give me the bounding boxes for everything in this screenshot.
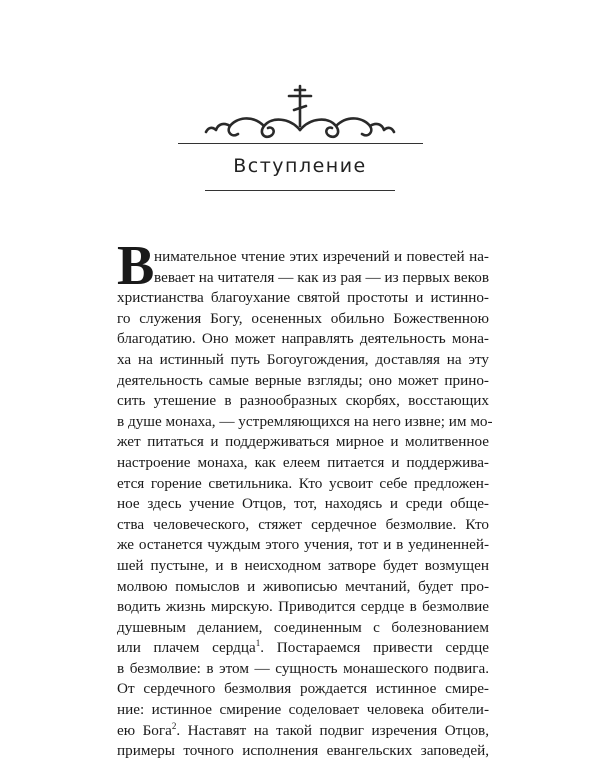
- text-line: [117, 535, 489, 556]
- text-line: [117, 350, 489, 371]
- text-line: [117, 309, 489, 330]
- cross-ornament-icon: [200, 80, 400, 142]
- text-line: [117, 638, 489, 659]
- text-line-content: благодатию. Оно может направлять деятельность мона-: [117, 330, 489, 348]
- text-line: [117, 288, 489, 309]
- text-line: [117, 597, 489, 618]
- text-line: [117, 268, 489, 289]
- text-line: [117, 371, 489, 392]
- text-line: [117, 741, 489, 762]
- header-rule-top: [178, 143, 423, 144]
- text-line: [117, 700, 489, 721]
- text-line-content: . Наставят на такой подвиг изречения Отцов,: [176, 721, 490, 739]
- text-line-content: водить жизнь мирскую. Приводится сердце в безмолвие: [117, 598, 489, 616]
- text-line: [117, 556, 489, 577]
- text-line: [117, 618, 489, 639]
- text-line-content: . Постараемся привести сердце: [260, 639, 490, 657]
- text-line-content: христианства благоухание святой простоты и истинно-: [117, 289, 489, 307]
- text-line-content: От сердечного безмолвия рождается истинное смире-: [117, 680, 489, 698]
- text-line: [117, 659, 489, 680]
- chapter-title: Вступление: [233, 155, 367, 177]
- footnote-marker[interactable]: 2: [171, 720, 177, 731]
- text-line-content: ется горение светильника. Кто усвоит себе предложен-: [117, 474, 489, 492]
- text-line-content: деятельность самые верные взгляды; оно может прино-: [117, 371, 489, 389]
- header-rule-bottom: [205, 190, 395, 191]
- text-line-content: вевает на читателя — как из рая — из первых веков: [154, 268, 489, 286]
- text-line-content: шей пустыне, и в неисходном затворе будет возмущен: [117, 556, 489, 574]
- text-line: [117, 474, 489, 495]
- text-line: [117, 679, 489, 700]
- text-line: [117, 412, 493, 433]
- text-line: [117, 515, 489, 536]
- text-line-content: сить утешение в разнообразных скорбях, восстающих: [117, 392, 489, 410]
- body-text: [117, 247, 493, 762]
- text-line: [117, 247, 489, 268]
- text-line-content: жет питаться и поддерживаться мирное и молитвенное: [117, 433, 489, 451]
- drop-cap: В: [117, 235, 155, 297]
- text-line-content: ства человеческого, стяжет сердечное безмолвие. Кто: [117, 515, 489, 533]
- text-line-content: ное здесь учение Отцов, тот, находясь и среди обще-: [117, 495, 489, 513]
- text-line-content: примеры точного исполнения евангельских заповедей,: [117, 742, 489, 760]
- text-line-content: настроение монаха, как елеем питается и поддержива-: [117, 453, 489, 471]
- text-line: [117, 432, 489, 453]
- text-line: [117, 494, 489, 515]
- text-line-content: или плачем сердца: [117, 639, 256, 657]
- text-line: [117, 391, 489, 412]
- text-line: [117, 721, 489, 742]
- text-line: [117, 453, 489, 474]
- text-line-content: ние: истинное смирение соделовает человека обители-: [117, 701, 489, 719]
- text-line-content: ха на истинный путь Богоугождения, доставляя на эту: [117, 350, 489, 368]
- footnote-marker[interactable]: 1: [255, 638, 261, 649]
- text-line-content: же останется чуждым этого учения, тот и в уединенней-: [117, 536, 489, 554]
- text-line-content: душевным деланием, соединенным с болезнованием: [117, 618, 489, 636]
- text-line: [117, 329, 489, 350]
- text-line-content: нимательное чтение этих изречений и повестей на-: [154, 248, 489, 265]
- text-line-content: ею Бога: [117, 721, 172, 739]
- text-line-content: в душе монаха, — устремляющихся на него извне; им мо-: [117, 412, 493, 430]
- text-line: [117, 577, 489, 598]
- text-line-content: го служения Богу, осененных обильно Божественною: [117, 309, 489, 327]
- text-line-content: молвою помыслов и живописью мечтаний, будет про-: [117, 577, 489, 595]
- text-line-content: в безмолвие: в этом — сущность монашеского подвига.: [117, 659, 489, 677]
